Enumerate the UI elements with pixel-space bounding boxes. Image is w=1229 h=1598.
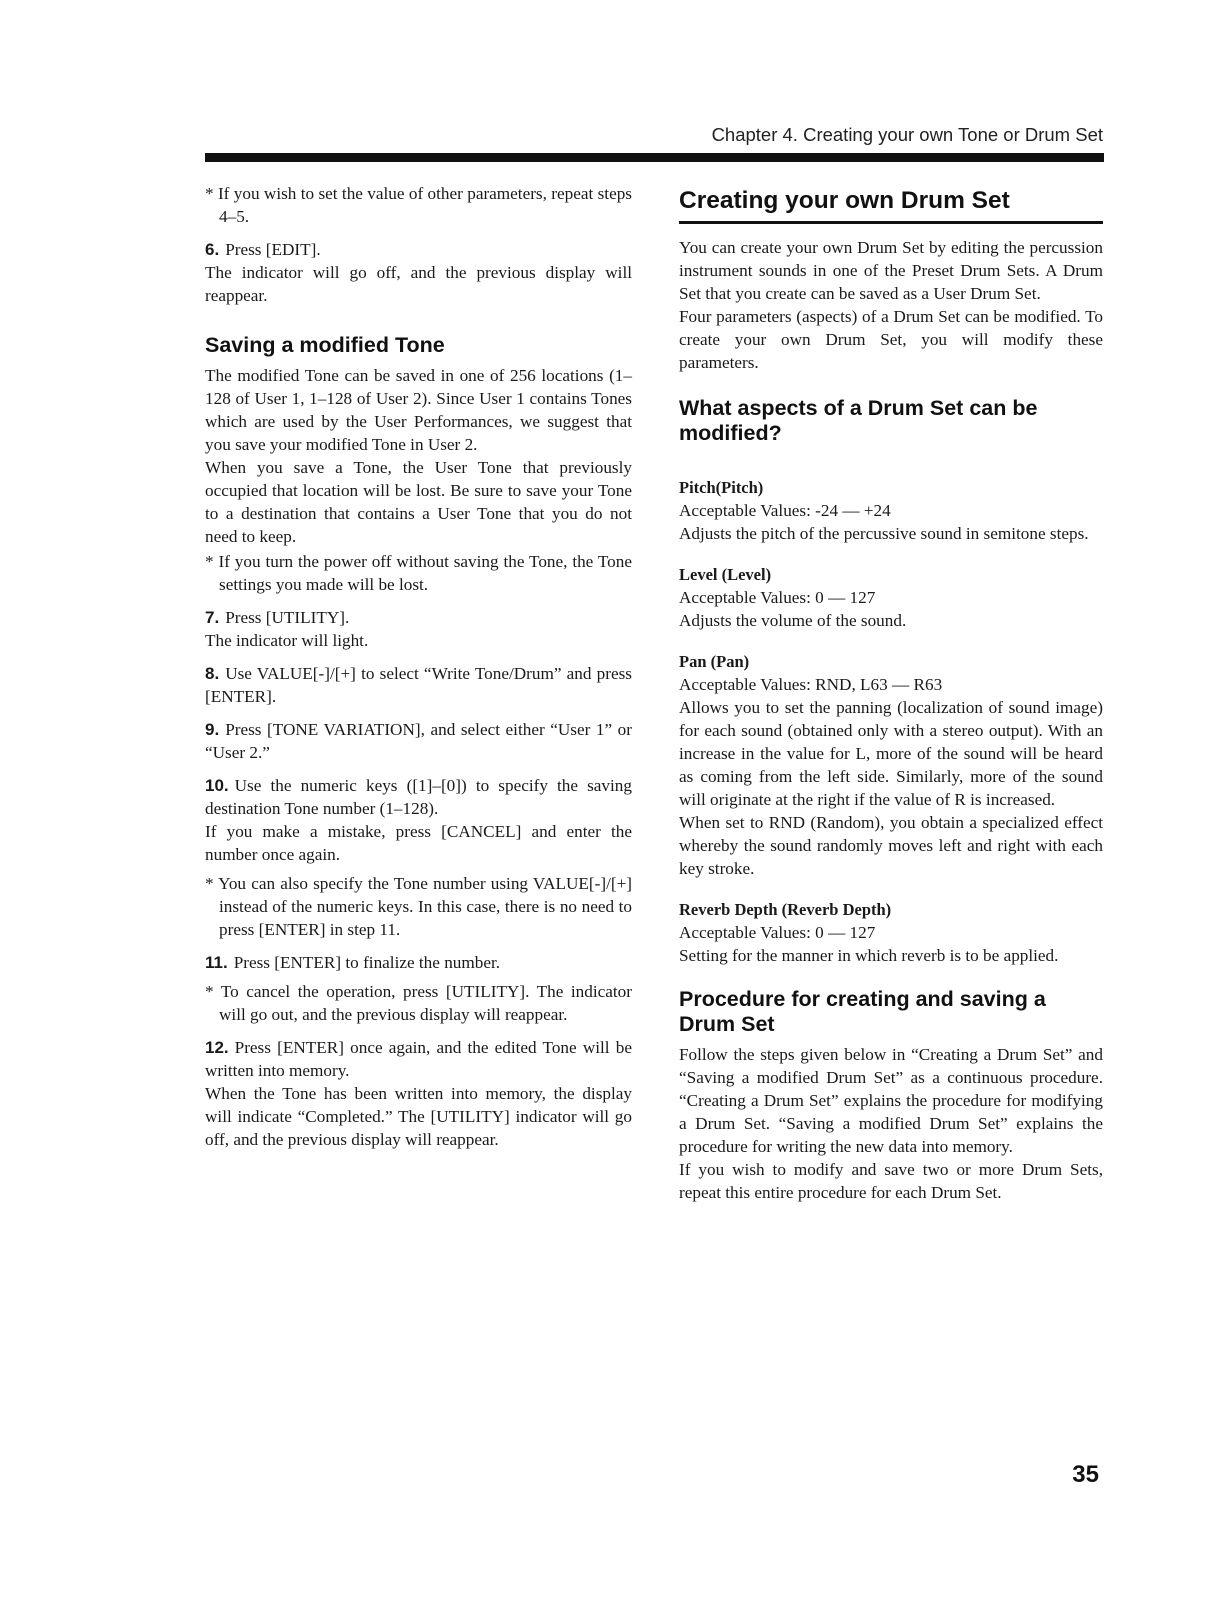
param-level-desc: Adjusts the volume of the sound. (679, 611, 907, 630)
param-pan-desc-1: Allows you to set the panning (localization of sound image) for each sound (obtained only with a stereo output). With an increase in the value for L, more of the sound will be heard as coming from the left side. Similarly, more of the sound will originate at the right if the value of R is increased. (679, 698, 1103, 809)
left-column (205, 182, 632, 1151)
step-11 (205, 951, 632, 974)
step-number: 6. (205, 240, 220, 259)
step-8 (205, 662, 632, 708)
intro-paragraph-2: Four parameters (aspects) of a Drum Set can be modified. To create your own Drum Set, you will modify these parameters. (679, 307, 1103, 372)
param-pitch-desc: Adjusts the pitch of the percussive sound in semitone steps. (679, 524, 1089, 543)
note-cancel: * To cancel the operation, press [UTILITY]. The indicator will go out, and the previous display will reappear. (205, 982, 632, 1024)
step-7 (205, 606, 632, 629)
procedure-heading: Procedure for creating and saving a Drum Set (679, 987, 1046, 1036)
step-6-desc: The indicator will go off, and the previous display will reappear. (205, 263, 632, 305)
param-level-title: Level (Level) (679, 565, 772, 584)
step-number: 7. (205, 608, 220, 627)
header-rule (205, 153, 1104, 162)
step-number: 10. (205, 776, 229, 795)
step-number: 11. (205, 953, 228, 972)
step-10-desc: If you make a mistake, press [CANCEL] and enter the number once again. (205, 822, 632, 864)
step-7-desc: The indicator will light. (205, 631, 369, 650)
param-pan-values: Acceptable Values: RND, L63 — R63 (679, 675, 943, 694)
step-number: 12. (205, 1038, 229, 1057)
right-column (679, 182, 1103, 1204)
step-number: 9. (205, 720, 220, 739)
step-12 (205, 1036, 632, 1082)
note-value-keys: * You can also specify the Tone number using VALUE[-]/[+] instead of the numeric keys. In this case, there is no need to press [ENTER] in step 11. (205, 874, 632, 939)
saving-tone-heading: Saving a modified Tone (205, 333, 445, 357)
step-9 (205, 718, 632, 764)
chapter-header: Chapter 4. Creating your own Tone or Drum Set (711, 124, 1103, 145)
procedure-paragraph-1: Follow the steps given below in “Creating a Drum Set” and “Saving a modified Drum Set” as a continuous procedure. “Creating a Drum Set” explains the procedure for modifying a Drum Set. “Saving a modified Drum Set” explains the procedure for writing the new data into memory. (679, 1045, 1103, 1156)
step-text: Use VALUE[-]/[+] to select “Write Tone/Drum” and press [ENTER]. (205, 664, 632, 706)
saving-paragraph-1: The modified Tone can be saved in one of 256 locations (1–128 of User 1, 1–128 of User 2). Since User 1 contains Tones which are used by the User Performances, we suggest that you save your modified Tone in User 2. (205, 366, 632, 454)
step-text: Use the numeric keys ([1]–[0]) to specify the saving destination Tone number (1–128). (205, 776, 632, 818)
param-reverb-desc: Setting for the manner in which reverb is to be applied. (679, 946, 1059, 965)
param-reverb-title: Reverb Depth (Reverb Depth) (679, 900, 892, 919)
param-pitch-title: Pitch(Pitch) (679, 478, 764, 497)
step-text: Press [ENTER] to finalize the number. (233, 953, 501, 972)
step-6 (205, 238, 632, 261)
param-pitch-values: Acceptable Values: -24 — +24 (679, 501, 891, 520)
param-pan-title: Pan (Pan) (679, 652, 750, 671)
step-12-desc: When the Tone has been written into memory, the display will indicate “Completed.” The [UTILITY] indicator will go off, and the previous display will reappear. (205, 1084, 632, 1149)
note-power-off: * If you turn the power off without saving the Tone, the Tone settings you made will be lost. (205, 552, 632, 594)
note-repeat-steps: * If you wish to set the value of other parameters, repeat steps 4–5. (205, 184, 632, 226)
step-number: 8. (205, 664, 220, 683)
step-text: Press [ENTER] once again, and the edited Tone will be written into memory. (205, 1038, 632, 1080)
saving-paragraph-2: When you save a Tone, the User Tone that previously occupied that location will be lost. Be sure to save your Tone to a destination that contains a User Tone that you do not need to keep. (205, 458, 632, 546)
step-10 (205, 774, 632, 820)
intro-paragraph-1: You can create your own Drum Set by editing the percussion instrument sounds in one of the Preset Drum Sets. A Drum Set that you create can be saved as a User Drum Set. (679, 238, 1103, 303)
param-pan-desc-2: When set to RND (Random), you obtain a specialized effect whereby the sound randomly moves left and right with each key stroke. (679, 813, 1103, 878)
step-text: Press [TONE VARIATION], and select either “User 1” or “User 2.” (205, 720, 632, 762)
aspects-heading: What aspects of a Drum Set can be modified? (679, 396, 1038, 445)
step-text: Press [UTILITY]. (225, 608, 350, 627)
step-text: Press [EDIT]. (225, 240, 321, 259)
param-reverb-values: Acceptable Values: 0 — 127 (679, 923, 876, 942)
procedure-paragraph-2: If you wish to modify and save two or more Drum Sets, repeat this entire procedure for each Drum Set. (679, 1160, 1103, 1202)
page-number: 35 (1072, 1461, 1099, 1488)
param-level-values: Acceptable Values: 0 — 127 (679, 588, 876, 607)
drum-set-heading: Creating your own Drum Set (679, 186, 1103, 224)
